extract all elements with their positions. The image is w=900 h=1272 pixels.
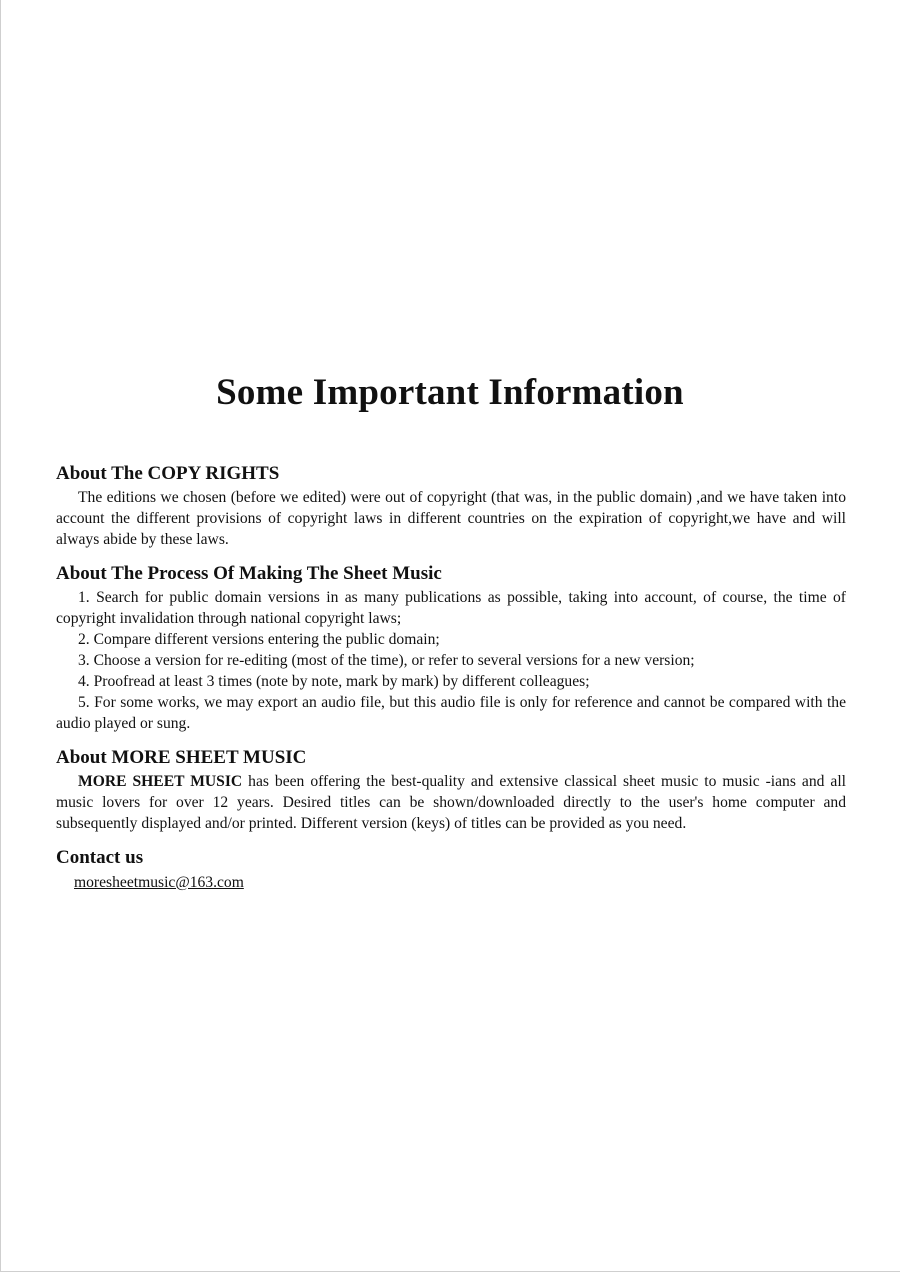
- copyright-heading: About The COPY RIGHTS: [56, 463, 280, 484]
- process-heading: About The Process Of Making The Sheet Music: [56, 563, 442, 584]
- process-step: 5. For some works, we may export an audio file, but this audio file is only for reference and cannot be compared with the audio played or sung.: [56, 694, 846, 732]
- section-copyright: [56, 462, 846, 550]
- about-text: has been offering the best-quality and extensive classical sheet music to music -ians and all music lovers for over 12 years. Desired titles can be shown/downloaded directly to the user's home computer and subsequently displayed and/or printed. Different version (keys) of titles can be provided as you need.: [56, 773, 846, 832]
- content-body: [56, 462, 846, 905]
- copyright-paragraph: The editions we chosen (before we edited) were out of copyright (that was, in the public domain) ,and we have taken into account the different provisions of copyright laws in different countries on the expiration of copyright,we have and will always abide by these laws.: [56, 489, 846, 548]
- process-step: 4. Proofread at least 3 times (note by note, mark by mark) by different colleagues;: [78, 673, 590, 690]
- page-title: Some Important Information: [216, 372, 684, 413]
- about-heading: About MORE SHEET MUSIC: [56, 747, 307, 768]
- section-process: [56, 562, 846, 734]
- process-step: 1. Search for public domain versions in as many publications as possible, taking into account, of course, the time of copyright invalidation through national copyright laws;: [56, 589, 846, 627]
- process-step: 3. Choose a version for re-editing (most of the time), or refer to several versions for a new version;: [78, 652, 695, 669]
- process-step: 2. Compare different versions entering the public domain;: [78, 631, 440, 648]
- section-about: [56, 746, 846, 834]
- page-border-left: [0, 0, 1, 1272]
- contact-email-link[interactable]: moresheetmusic@163.com: [74, 874, 244, 891]
- section-contact: [56, 846, 846, 893]
- about-paragraph: [56, 771, 846, 834]
- brand-name: MORE SHEET MUSIC: [78, 773, 243, 790]
- contact-heading: Contact us: [56, 847, 144, 868]
